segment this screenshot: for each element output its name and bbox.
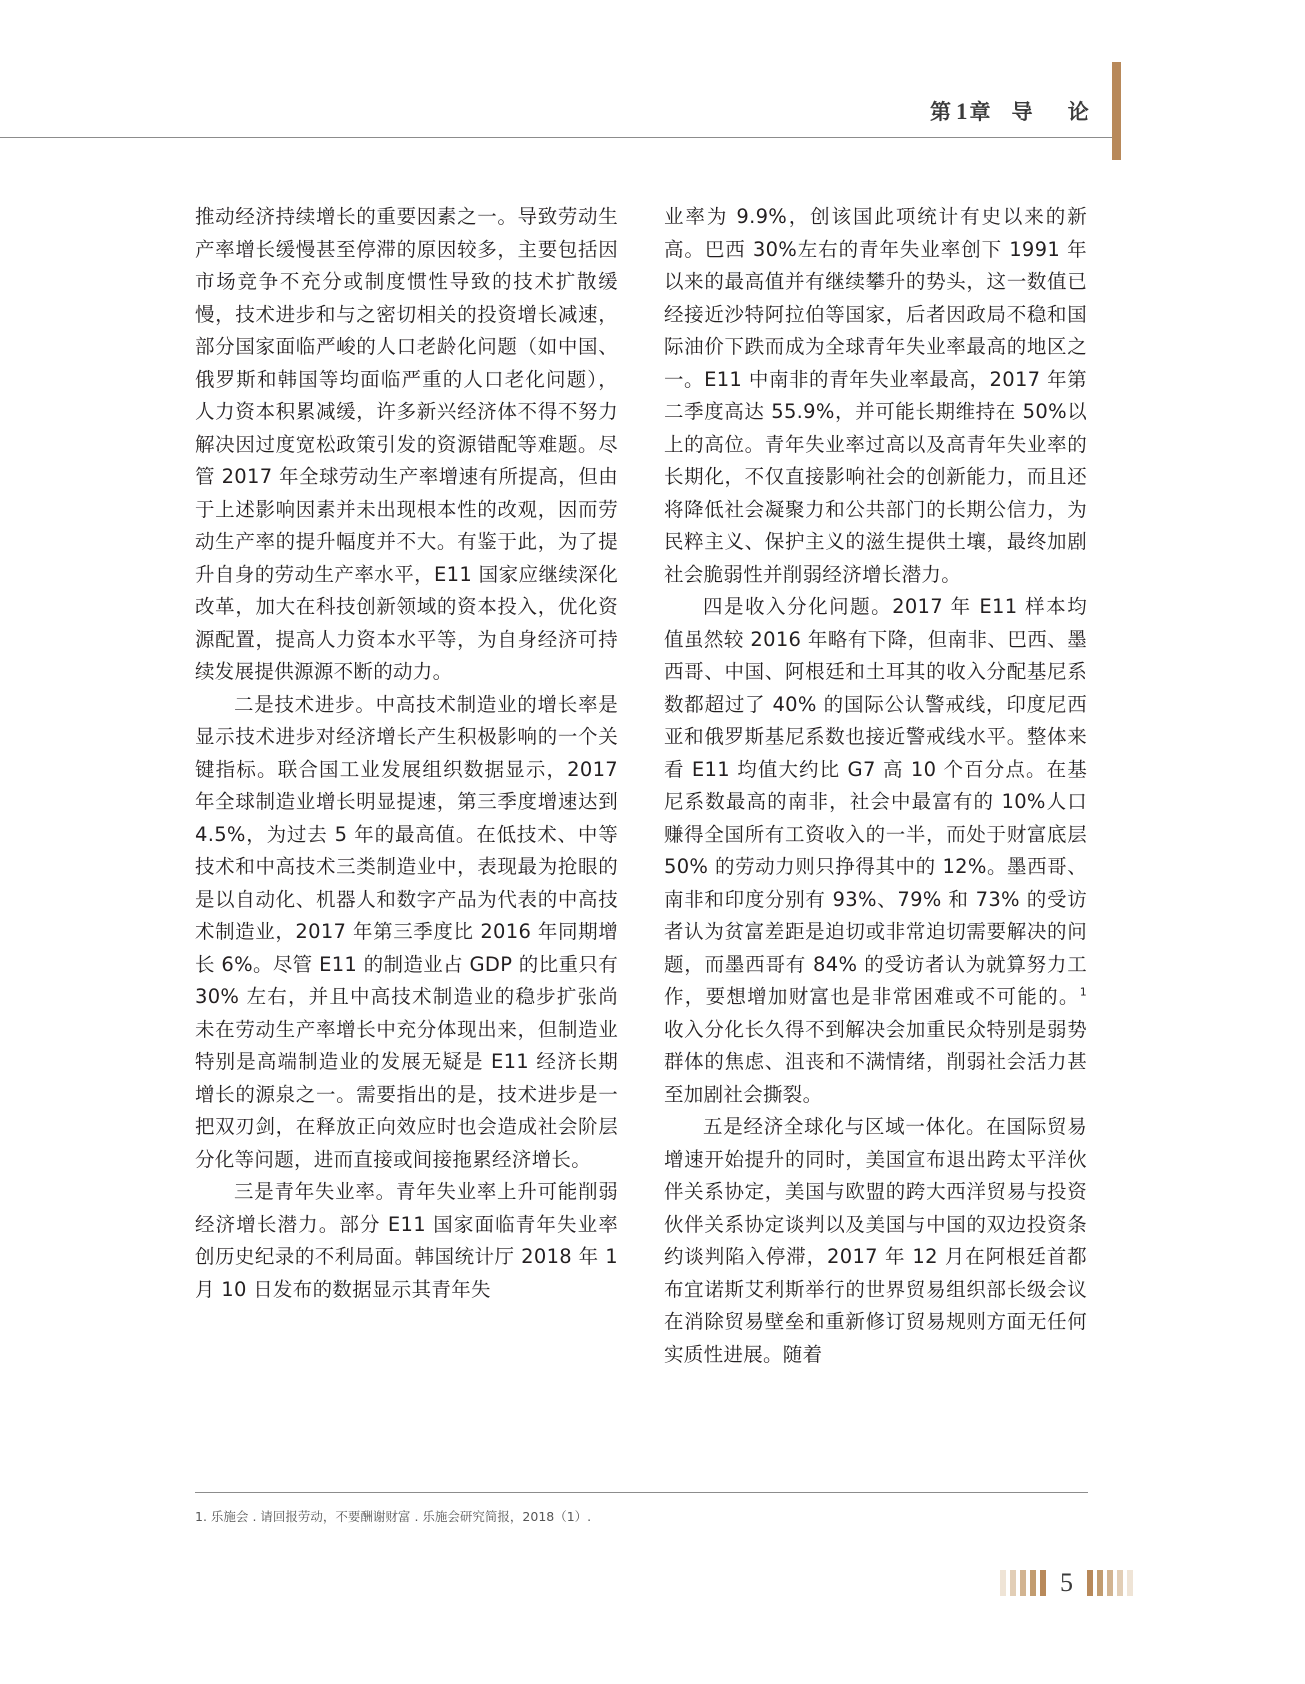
left-paragraph-2: 二是技术进步。中高技术制造业的增长率是显示技术进步对经济增长产生积极影响的一个关键指标。联合国工业发展组织数据显示，2017 年全球制造业增长明显提速，第三季度增速达到 4.5%，为过去 5 年的最高值。在低技术、中等技术和中高技术三类制造业中，表现最为抢眼的是以自动化、机器人和数字产品为代表的中高技术制造业，2017 年第三季度比 2016 年同期增长 6%。尽管 E11 的制造业占 GDP 的比重只有 30% 左右，并且中高技术制造业的稳步扩张尚未在劳动生产率增长中充分体现出来，但制造业特别是高端制造业的发展无疑是 E11 经济长期增长的源泉之一。需要指出的是，技术进步是一把双刃剑，在释放正向效应时也会造成社会阶层分化等问题，进而直接或间接拖累经济增长。	[195, 692, 618, 1171]
footnote-author: 乐施会	[210, 1509, 249, 1524]
footnote-source: 乐施会研究简报，2018（1）.	[422, 1509, 592, 1524]
right-paragraph-2	[664, 591, 1087, 1111]
folio-decoration-right	[1087, 1570, 1137, 1596]
right-paragraph-2-cont: 收入分化长久得不到解决会加重民众特别是弱势群体的焦虑、沮丧和不满情绪，削弱社会活力甚至加剧社会撕裂。	[664, 1017, 1087, 1106]
page-number: 5	[1060, 1568, 1073, 1597]
footnote: 1. 乐施会 . 请回报劳动，不要酬谢财富 . 乐施会研究简报，2018（1）.	[195, 1509, 592, 1524]
right-paragraph-3: 五是经济全球化与区域一体化。在国际贸易增速开始提升的同时，美国宣布退出跨太平洋伙伴关系协定，美国与欧盟的跨大西洋贸易与投资伙伴关系协定谈判以及美国与中国的双边投资条约谈判陷入停滞，2017 年 12 月在阿根廷首都布宜诺斯艾利斯举行的世界贸易组织部长级会议在消除贸易壁垒和重新修订贸易规则方面无任何实质性进展。随着	[664, 1115, 1087, 1366]
folio-bar	[1030, 1570, 1036, 1596]
folio-bar	[1097, 1570, 1103, 1596]
header-accent-bar	[1112, 62, 1121, 160]
right-paragraph-1: 业率为 9.9%，创该国此项统计有史以来的新高。巴西 30%左右的青年失业率创下 1991 年以来的最高值并有继续攀升的势头，这一数值已经接近沙特阿拉伯等国家，后者因政局不稳和国际油价下跌而成为全球青年失业率最高的地区之一。E11 中南非的青年失业率最高，2017 年第二季度高达 55.9%，并可能长期维持在 50%以上的高位。青年失业率过高以及高青年失业率的长期化，不仅直接影响社会的创新能力，而且还将降低社会凝聚力和公共部门的长期公信力，为民粹主义、保护主义的滋生提供土壤，最终加剧社会脆弱性并削弱经济增长潜力。	[664, 205, 1087, 586]
left-column	[195, 201, 618, 1481]
folio-decoration-left	[1000, 1570, 1050, 1596]
footnote-title: 请回报劳动，不要酬谢财富	[260, 1509, 411, 1524]
folio-bar	[1040, 1570, 1046, 1596]
left-paragraph-1: 推动经济持续增长的重要因素之一。导致劳动生产率增长缓慢甚至停滞的原因较多，主要包括因市场竞争不充分或制度惯性导致的技术扩散缓慢，技术进步和与之密切相关的投资增长减速，部分国家面临严峻的人口老龄化问题（如中国、俄罗斯和韩国等均面临严重的人口老化问题），人力资本积累减缓，许多新兴经济体不得不努力解决因过度宽松政策引发的资源错配等难题。尽管 2017 年全球劳动生产率增速有所提高，但由于上述影响因素并未出现根本性的改观，因而劳动生产率的提升幅度并不大。有鉴于此，为了提升自身的劳动生产率水平，E11 国家应继续深化改革，加大在科技创新领域的资本投入，优化资源配置，提高人力资本水平等，为自身经济可持续发展提供源源不断的动力。	[195, 205, 618, 683]
footnote-rule	[195, 1492, 1088, 1493]
left-paragraph-3: 三是青年失业率。青年失业率上升可能削弱经济增长潜力。部分 E11 国家面临青年失业率创历史纪录的不利局面。韩国统计厅 2018 年 1 月 10 日发布的数据显示其青年失	[195, 1180, 618, 1301]
folio-bar	[1010, 1570, 1016, 1596]
footnote-reference[interactable]: 1	[1079, 985, 1087, 999]
folio-bar	[1117, 1570, 1123, 1596]
footnote-number: 1.	[195, 1509, 207, 1524]
header-rule	[0, 137, 1112, 138]
right-column	[664, 201, 1087, 1481]
chapter-title: 导 论	[1011, 99, 1103, 124]
chapter-suffix: 章	[969, 99, 994, 124]
right-paragraph-2-text: 四是收入分化问题。2017 年 E11 样本均值虽然较 2016 年略有下降，但南非、巴西、墨西哥、中国、阿根廷和土耳其的收入分配基尼系数都超过了 40% 的国际公认警戒线，印度尼西亚和俄罗斯基尼系数也接近警戒线水平。整体来看 E11 均值大约比 G7 高 10 个百分点。在基尼系数最高的南非，社会中最富有的 10%人口赚得全国所有工资收入的一半，而处于财富底层 50% 的劳动力则只挣得其中的 12%。墨西哥、南非和印度分别有 93%、79% 和 73% 的受访者认为贫富差距是迫切或非常迫切需要解决的问题，而墨西哥有 84% 的受访者认为就算努力工作，要想增加财富也是非常困难或不可能的。	[664, 595, 1087, 1008]
page-folio	[1000, 1568, 1137, 1598]
folio-bar	[1107, 1570, 1113, 1596]
folio-bar	[1000, 1570, 1006, 1596]
chapter-number: 1	[956, 99, 968, 124]
chapter-prefix: 第	[930, 99, 954, 124]
running-head	[930, 96, 1103, 126]
folio-bar	[1087, 1570, 1093, 1596]
folio-bar	[1020, 1570, 1026, 1596]
folio-bar	[1127, 1570, 1133, 1596]
